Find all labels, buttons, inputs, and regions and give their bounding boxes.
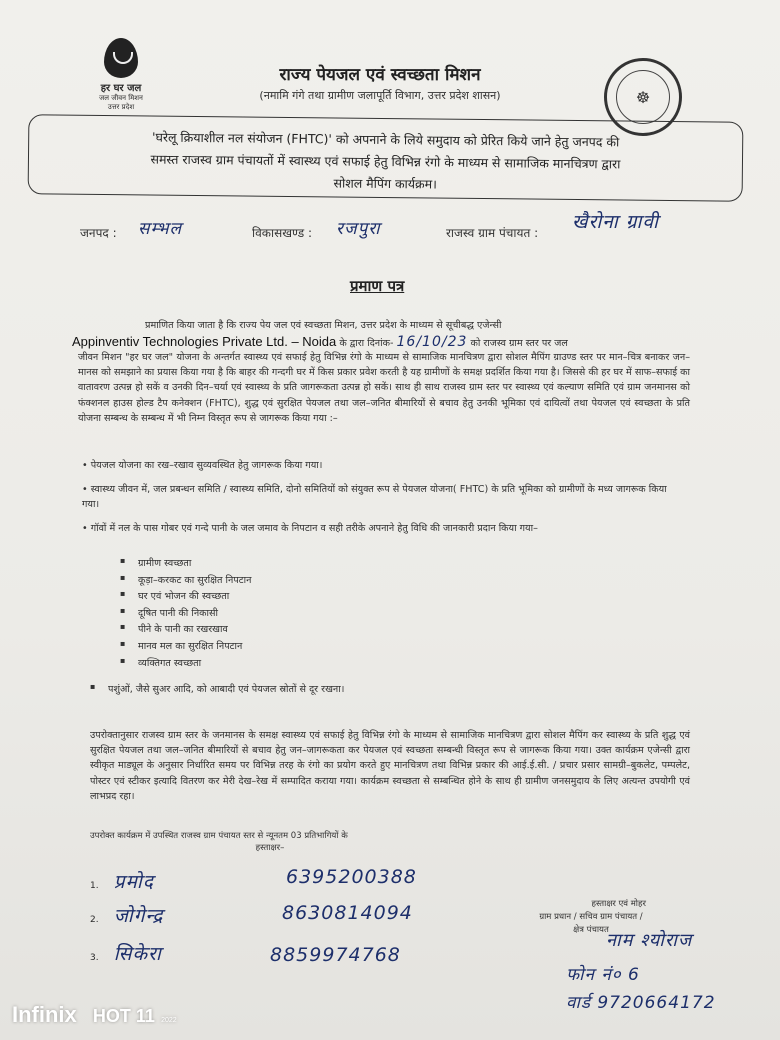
- date-label: के द्वारा दिनांक-: [339, 338, 394, 349]
- participant-phone: 8859974768: [270, 944, 401, 966]
- participant-number: 1.: [90, 881, 99, 891]
- company-name: Appinventiv Technologies Private Ltd. – Noida: [72, 334, 337, 349]
- signatory-phone-label: फोन नं० 6: [566, 965, 640, 985]
- certificate-body: जीवन मिशन "हर घर जल" योजना के अन्तर्गत स्वास्थ्य एवं सफाई हेतु विभिन्न रंगो के माध्यम से सामाजिक मानचित्रण द्वारा सोशल मैपिंग ग्राउण्ड स्तर पर मान–चित्र बनाकर जन–मानस को समझाने का प्रयास किया गया है कि बाहर की गन्दगी घर में किस प्रकार प्रवेश करती है यह ग्रामीणों के समक्ष प्रदर्शित किया गया है। जिससे की हर घर में साफ–सफाई का वातावरण उत्पन्न हो सकें व उनकी दिन–चर्या एवं स्वास्थ्य के प्रति जागरूकता उत्पन्न हो सकें। साथ ही साथ राजस्व ग्राम स्तर पर स्वास्थ्य एवं कल्याण समिति एवं ग्राम जनमानस को फंक्शनल हाउस होल्ड टैप कनेक्शन (FHTC), शुद्ध एवं सुरक्षित पेयजल तथा जल–जनित बीमारियों से बचाव हेतु उनकी भूमिका एवं दायित्वों तथा पेयजल एवं स्वच्छता के प्रति योजना सम्बन्ध के सम्बन्ध में भी निम्न विस्तृत रूप से जागरूक किया गया :–: [78, 352, 690, 424]
- intro-tail: को राजस्व ग्राम स्तर पर जल: [470, 338, 568, 349]
- participant-name: सिकेरा: [113, 943, 162, 965]
- bullet-item: • गॉवों में नल के पास गोबर एवं गन्दे पानी के जल जमाव के निपटान व सही तरीके अपनाने हेतु विधि की जानकारी प्रदान किया गया–: [82, 523, 538, 534]
- water-drop-icon: [104, 38, 138, 78]
- hygiene-topics-list: [108, 556, 345, 699]
- participants-label-line1: उपरोक्त कार्यक्रम में उपस्थित राजस्व ग्राम पंचायत स्तर से न्यूनतम 03 प्रतिभागियों के: [90, 831, 348, 841]
- logo-line2: जल जीवन मिशन: [99, 94, 143, 102]
- block-label: विकासखण्ड :: [252, 226, 313, 240]
- signature-label-line3: क्षेत्र पंचायत: [573, 925, 609, 935]
- participant-name: प्रमोद: [113, 871, 154, 893]
- watermark-brand: Infinix: [12, 1002, 77, 1027]
- banner-line3: सोशल मैपिंग कार्यक्रम।: [333, 175, 437, 192]
- bullet-item: • स्वास्थ्य जीवन में, जल प्रबन्धन समिति / स्वास्थ्य समिति, दोनो समितियों को संयुक्त रूप से पेयजल योजना( FHTC) के प्रति भूमिका को ग्रामीणों के मध्य जागरूक किया गया।: [82, 484, 667, 510]
- participant-name: जोगेन्द्र: [113, 905, 164, 927]
- program-banner: [28, 114, 744, 201]
- document-subtitle: (नमामि गंगे तथा ग्रामीण जलापूर्ति विभाग, उत्तर प्रदेश शासन): [259, 89, 501, 102]
- bullet-list: [82, 458, 682, 545]
- company-line: [72, 334, 692, 351]
- program-date: 16/10/23: [396, 334, 468, 350]
- document-title: राज्य पेयजल एवं स्वच्छता मिशन: [279, 65, 481, 85]
- participants-label-line2: हस्ताक्षर–: [255, 843, 285, 853]
- camera-watermark: [12, 1002, 177, 1028]
- list-item: ▪ व्यक्तिगत स्वच्छता: [138, 656, 344, 673]
- participant-number: 3.: [90, 953, 99, 963]
- participant-phone: 8630814094: [282, 902, 413, 924]
- participant-row: [90, 940, 401, 966]
- list-item: ▪ घर एवं भोजन की स्वच्छता: [138, 589, 344, 606]
- closing-paragraph: उपरोक्तानुसार राजस्व ग्राम स्तर के जनमानस के समक्ष स्वास्थ्य एवं सफाई हेतु विभिन्न रंगो के माध्यम से सामाजिक मानचित्रण द्वारा सोशल मैपिंग कर स्वास्थ्य के प्रति शुद्ध एवं सुरक्षित पेयजल तथा जल–जनित बीमारियों से बचाव हेतु जन–जागरूकता कर पेयजल एवं स्वच्छता सम्बन्धी विस्तृत रूप से जागरूक किया गया। उक्त कार्यक्रम एजेन्सी द्वारा स्वीकृत माड्यूल के अनुसार निर्धारित समय पर विभिन्न तरह के रंगो का प्रयोग करते हुए मानचित्रण तथा विभिन्न प्रकार की आई.ई.सी. / प्रचार प्रसार सामग्री–बुकलेट, पम्पलेट, पोस्टर एवं स्टीकर इत्यादि वितरण कर मेरी देख–रेख में सम्पादित कराया गया। कार्यक्रम स्वच्छता से सम्बन्धित होने के साथ ही ग्रामीण जनसमुदाय के लिए अत्यन्त उपयोगी एवं लाभप्रद रहा।: [90, 730, 690, 802]
- signature-label-line2: ग्राम प्रधान / सचिव ग्राम पंचायत /: [539, 912, 643, 922]
- participant-phone: 6395200388: [286, 866, 417, 888]
- watermark-year: 2022: [161, 1017, 177, 1024]
- certificate-heading: प्रमाण पत्र: [350, 277, 405, 295]
- banner-line1: 'घरेलू क्रियाशील नल संयोजन (FHTC)' को अपनाने के लिये समुदाय को प्रेरित किये जाने हेतु जनपद की: [152, 129, 620, 150]
- list-item: ▪ मानव मल का सुरक्षित निपटान: [138, 639, 344, 656]
- watermark-model: HOT 11: [92, 1006, 155, 1026]
- participants-label: [90, 830, 450, 854]
- list-item: ▪ पीने के पानी का रखरखाव: [138, 622, 344, 639]
- participant-row: [90, 866, 417, 894]
- district-label: जनपद :: [80, 226, 117, 240]
- panchayat-value: खैरोना ग्रावी: [572, 211, 659, 233]
- list-item: ▪ दूषित पानी की निकासी: [138, 606, 344, 623]
- panchayat-label: राजस्व ग्राम पंचायत :: [446, 226, 539, 240]
- signatory-ward-phone: वार्ड 9720664172: [566, 993, 716, 1013]
- up-state-emblem-icon: ☸: [616, 70, 670, 124]
- signature-label-line1: हस्ताक्षर एवं मोहर: [591, 899, 646, 909]
- intro-line: प्रमाणित किया जाता है कि राज्य पेय जल एवं स्वच्छता मिशन, उत्तर प्रदेश के माध्यम से सूचीबद्ध एजेन्सी: [145, 320, 502, 331]
- list-item: ▪ ग्रामीण स्वच्छता: [138, 556, 344, 573]
- participant-row: [90, 902, 413, 928]
- participant-number: 2.: [90, 915, 99, 925]
- logo-line1: हर घर जल: [100, 83, 142, 94]
- district-value: सम्भल: [138, 219, 183, 239]
- bullet-item: • पेयजल योजना का रख–रखाव सुव्यवस्थित हेतु जागरूक किया गया।: [82, 460, 323, 471]
- har-ghar-jal-logo: [86, 38, 156, 112]
- list-item: ▪ कूड़ा–करकट का सुरक्षित निपटान: [138, 573, 344, 590]
- banner-line2: समस्त राजस्व ग्राम पंचायतों में स्वास्थ्य एवं सफाई हेतु विभिन्न रंगो के माध्यम से सामाजिक मानचित्रण द्वारा: [150, 151, 621, 172]
- logo-line3: उत्तर प्रदेश: [107, 103, 135, 111]
- list-item: ▪ पशुंओं, जैसे सुअर आदि, को आबादी एवं पेयजल स्रोतों से दूर रखना।: [108, 682, 344, 699]
- block-value: रजपुरा: [336, 219, 381, 239]
- signatory-name: नाम श्योराज: [606, 930, 693, 951]
